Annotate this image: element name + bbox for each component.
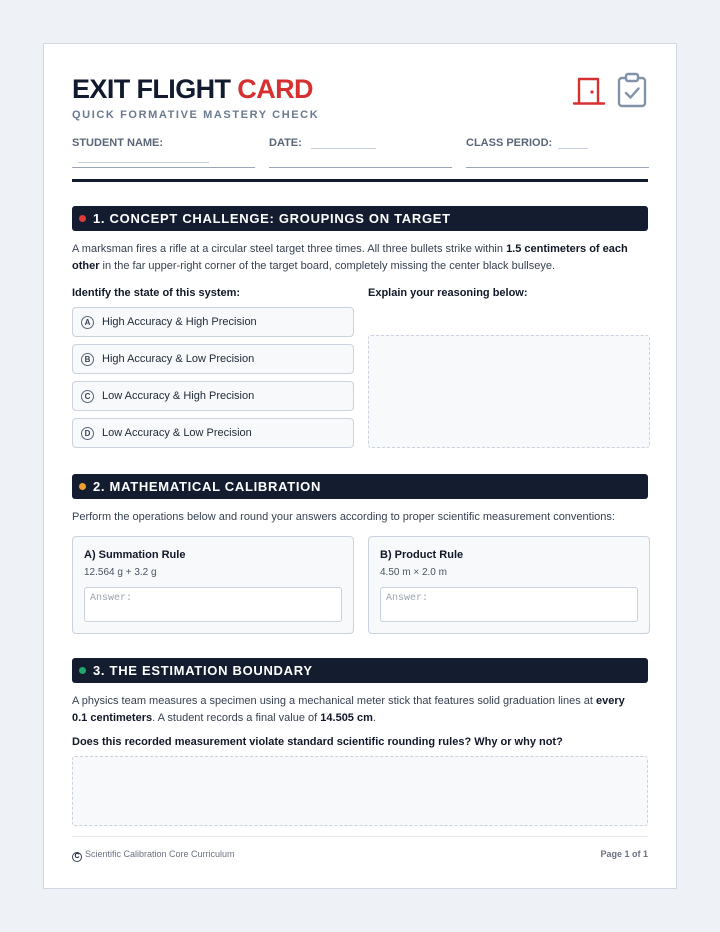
page-number: Page 1 of 1	[600, 849, 648, 859]
date-blank	[311, 148, 376, 149]
problem-a-answer-placeholder: Answer:	[90, 593, 133, 604]
problem-a-card	[72, 536, 354, 634]
class-period-label: CLASS PERIOD:	[466, 137, 553, 149]
class-period-field[interactable]	[466, 136, 649, 168]
exit-card-page	[43, 43, 677, 889]
option-a[interactable]	[72, 307, 354, 337]
section2-intro: Perform the operations below and round your answers according to proper scientific measurement conventions:	[72, 511, 615, 523]
section1-title: 1. CONCEPT CHALLENGE: GROUPINGS ON TARGET	[93, 211, 451, 226]
option-a-radio[interactable]: A	[81, 316, 94, 329]
reasoning-answer-box[interactable]	[368, 335, 650, 448]
date-field[interactable]	[269, 136, 452, 168]
option-c-radio[interactable]: C	[81, 390, 94, 403]
copyright-icon: C	[72, 852, 82, 862]
option-c[interactable]	[72, 381, 354, 411]
option-d-label: Low Accuracy & Low Precision	[102, 427, 252, 439]
student-name-field[interactable]	[72, 136, 255, 168]
problem-b-card	[368, 536, 650, 634]
clipboard-check-icon	[616, 72, 648, 108]
date-label: DATE:	[269, 137, 302, 149]
problem-a-expression: 12.564 g + 3.2 g	[84, 567, 157, 578]
option-d-radio[interactable]: D	[81, 427, 94, 440]
student-name-blank	[78, 162, 209, 163]
class-period-blank	[558, 148, 588, 149]
section2-dot	[79, 483, 86, 490]
section2-title: 2. MATHEMATICAL CALIBRATION	[93, 479, 322, 494]
page-title: EXIT FLIGHT CARD	[72, 74, 313, 104]
page-subtitle: QUICK FORMATIVE MASTERY CHECK	[72, 109, 320, 121]
problem-a-answer-input[interactable]	[84, 587, 342, 622]
student-name-label: STUDENT NAME:	[72, 137, 164, 149]
footer-credit	[72, 849, 235, 862]
option-b-radio[interactable]: B	[81, 353, 94, 366]
section1-dot	[79, 215, 86, 222]
section1-question-left: Identify the state of this system:	[72, 287, 241, 299]
section1-header	[72, 206, 648, 231]
problem-b-expression: 4.50 m × 2.0 m	[380, 567, 447, 578]
section3-question: Does this recorded measurement violate standard scientific rounding rules? Why or why not?	[72, 736, 563, 748]
problem-a-title: A) Summation Rule	[84, 549, 186, 561]
door-icon	[572, 74, 606, 108]
section3-dot	[79, 667, 86, 674]
problem-b-answer-placeholder: Answer:	[386, 593, 429, 604]
section1-prompt: A marksman fires a rifle at a circular steel target three times. All three bullets strike within 1.5 centimeters of each other in the far upper-right corner of the target board, completely missing the center black bullseye.	[72, 243, 628, 272]
header-divider	[72, 179, 648, 182]
section3-answer-box[interactable]	[72, 756, 648, 826]
section3-title: 3. THE ESTIMATION BOUNDARY	[93, 663, 313, 678]
option-b-label: High Accuracy & Low Precision	[102, 353, 255, 365]
section3-header	[72, 658, 648, 683]
option-c-label: Low Accuracy & High Precision	[102, 390, 255, 402]
footer-divider	[72, 836, 648, 837]
option-d[interactable]	[72, 418, 354, 448]
problem-b-title: B) Product Rule	[380, 549, 464, 561]
section1-question-right: Explain your reasoning below:	[368, 287, 528, 299]
footer-credit-text: Scientific Calibration Core Curriculum	[85, 849, 235, 859]
option-b[interactable]	[72, 344, 354, 374]
section3-prompt: A physics team measures a specimen using a mechanical meter stick that features solid graduation lines at every 0.1 centimeters. A student records a final value of 14.505 cm.	[72, 695, 625, 724]
option-a-label: High Accuracy & High Precision	[102, 316, 257, 328]
problem-b-answer-input[interactable]	[380, 587, 638, 622]
section2-header	[72, 474, 648, 499]
